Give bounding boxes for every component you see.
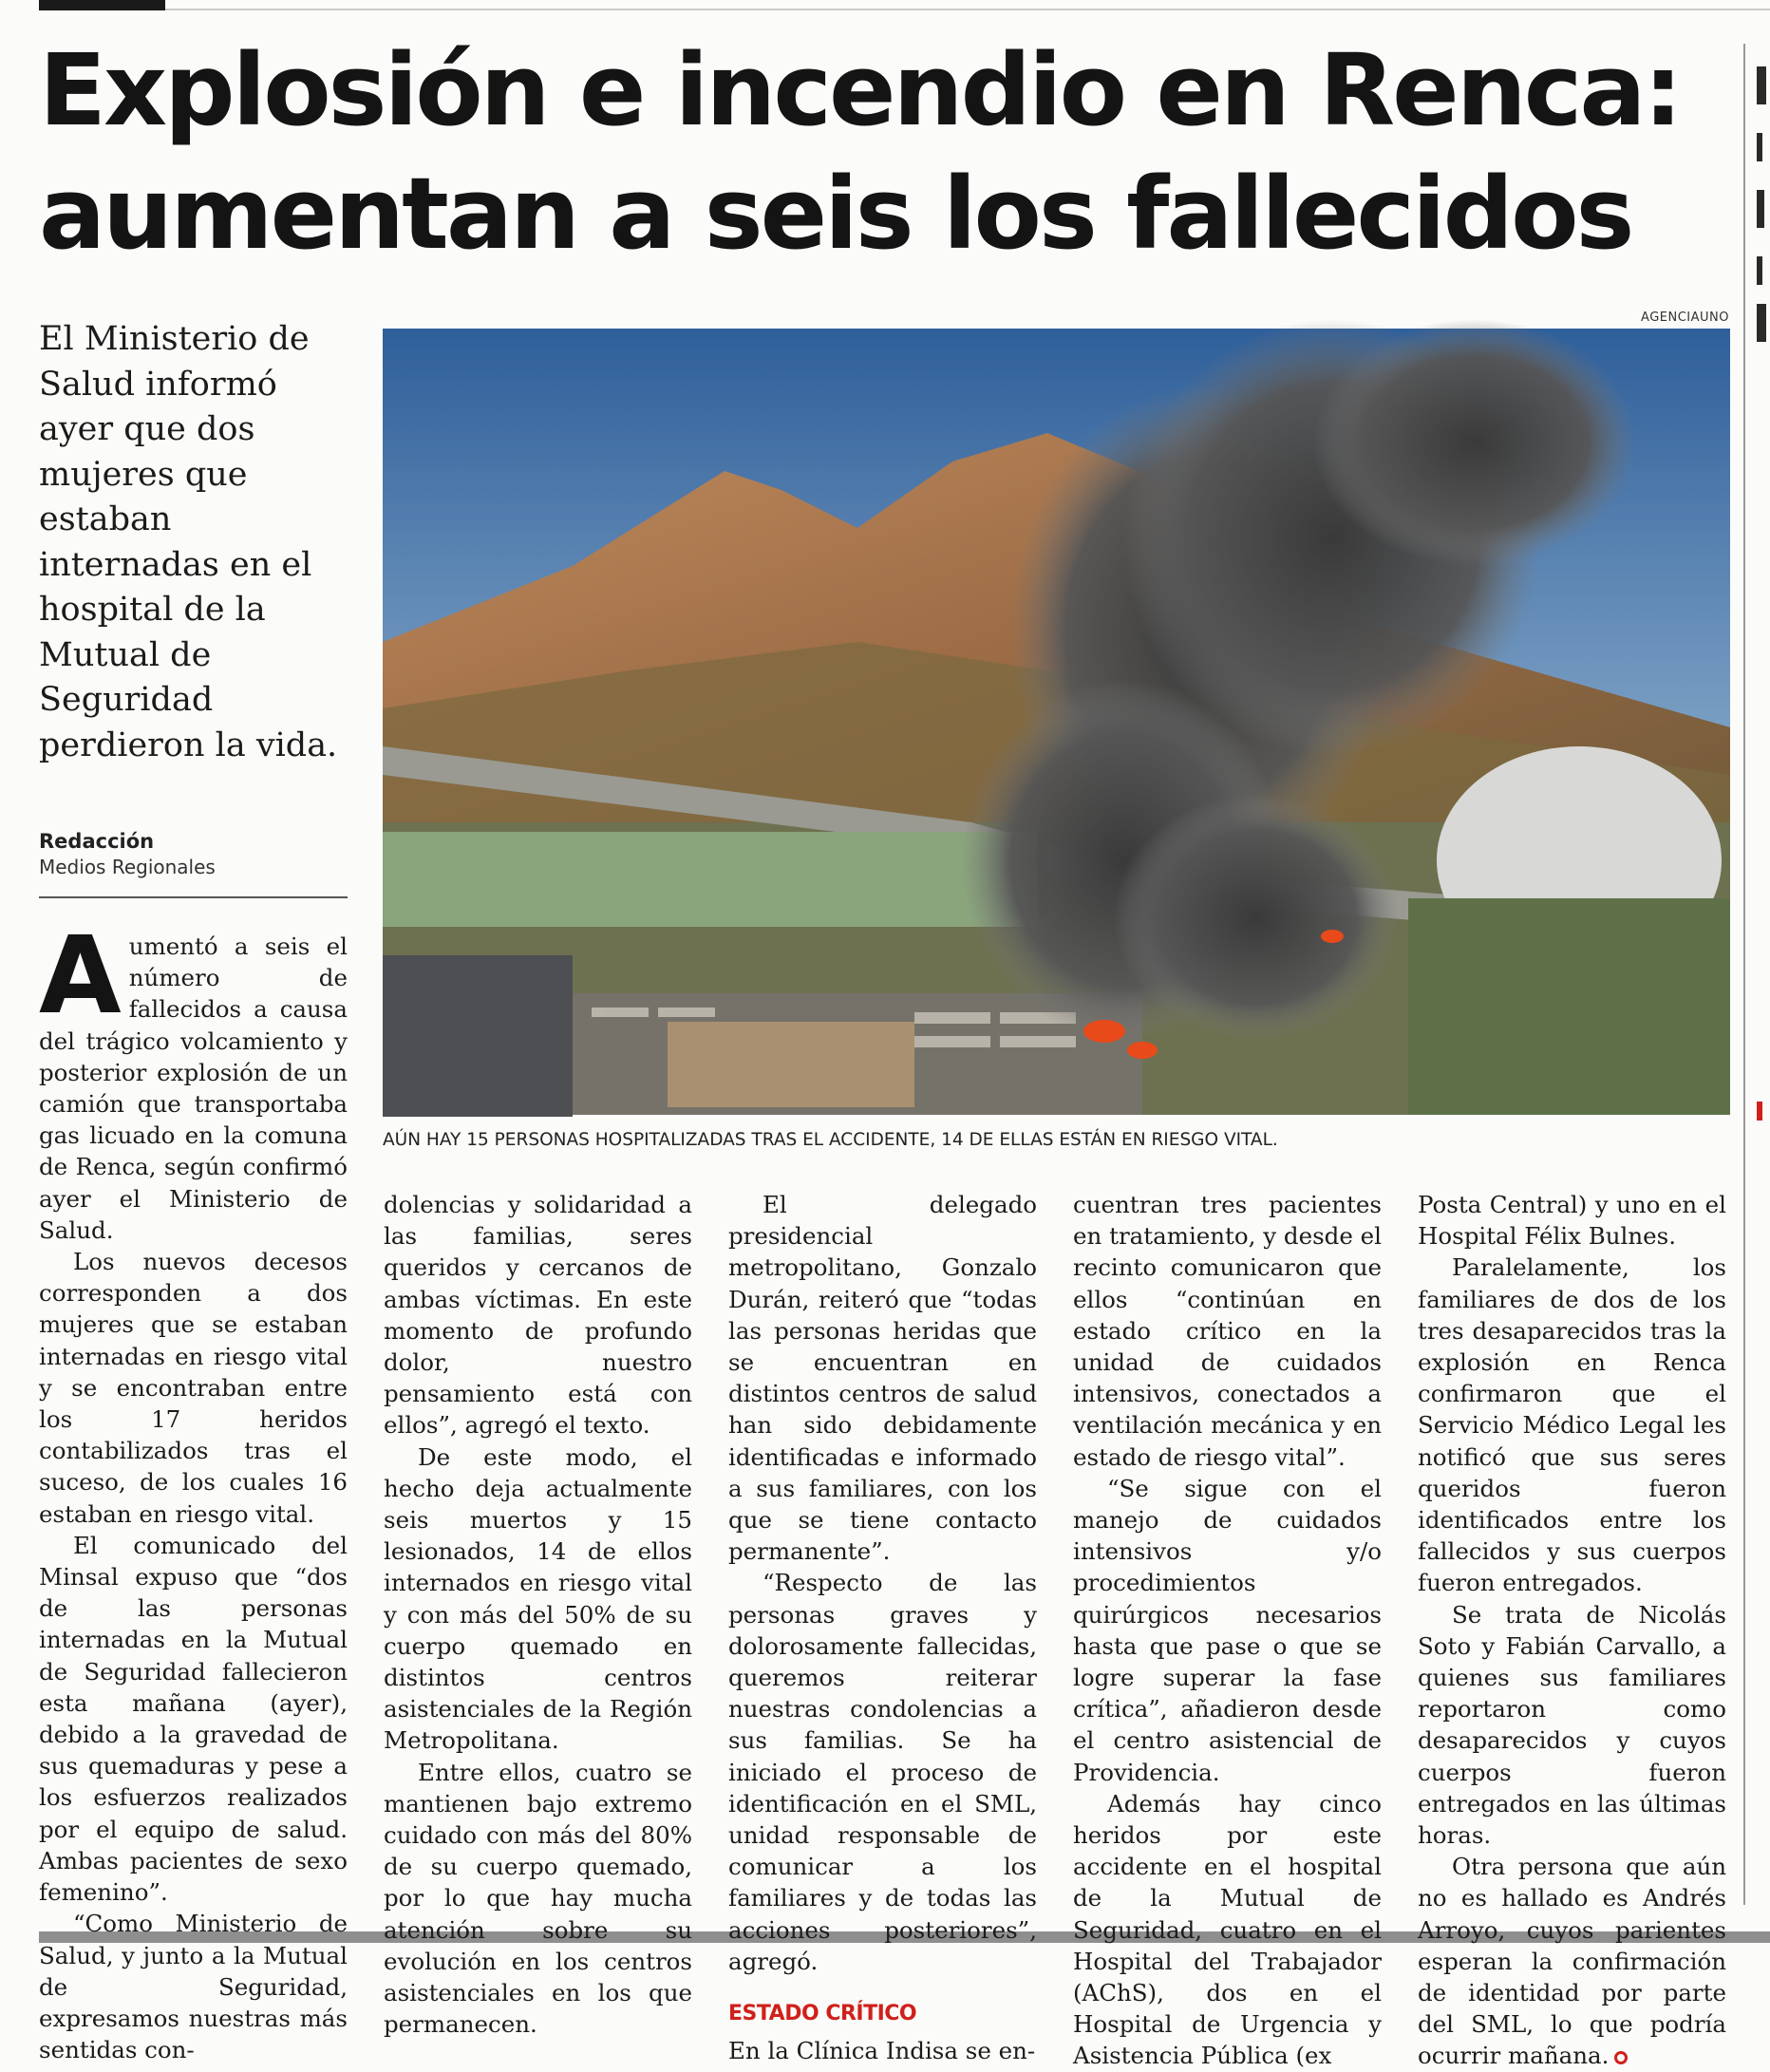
adjacent-article-edge — [1757, 38, 1770, 1937]
section-tab — [39, 0, 165, 10]
article-column-1 — [39, 914, 348, 2064]
paragraph: El comunicado del Minsal expuso que “dos de las personas internadas en la Mutual de Seguridad fallecieron esta mañana (ayer), debido a la gravedad de sus quemaduras y pese a los esfuerzos realizados por el equipo de salud. Ambas pacientes de sexo femenino”. — [39, 1531, 348, 1907]
article-column-3 — [728, 1189, 1037, 2065]
subheading: ESTADO CRÍTICO — [728, 2002, 917, 2026]
photo-caption: AÚN HAY 15 PERSONAS HOSPITALIZADAS TRAS EL ACCIDENTE, 14 DE ELLAS ESTÁN EN RIESGO VITAL. — [383, 1130, 1278, 1150]
paragraph: Posta Central) y uno en el Hospital Félix Bulnes. — [1418, 1191, 1726, 1251]
lead-paragraph: El Ministerio de Salud informó ayer que dos mujeres que estaban internadas en el hospital de la Mutual de Seguridad perdieron la vida. — [39, 320, 338, 764]
article-column-4 — [1073, 1189, 1382, 2070]
paragraph: dolencias y solidaridad a las familias, seres queridos y cercanos de ambas víctimas. En este momento de profundo dolor, nuestro pensamiento está con ellos”, agregó el texto. — [384, 1191, 692, 1440]
paragraph: “Se sigue con el manejo de cuidados intensivos y/o procedimientos quirúrgicos necesarios hasta que pase o que se logre superar la fase crítica”, añadieron desde el centro asistencial de Providencia. — [1073, 1474, 1382, 1786]
photo-warehouse-roof — [383, 832, 1038, 927]
article-column-2 — [384, 1189, 692, 2039]
paragraph: “Como Ministerio de Salud, y junto a la Mutual de Seguridad, expresamos nuestras más sentidas con- — [39, 1910, 348, 2064]
paragraph: El delegado presidencial metropolitano, Gonzalo Durán, reiteró que “todas las personas heridas que se encuentran en distintos centros de salud han sido debidamente identificadas e informado a sus familiares, con los que se tiene contacto permanente”. — [728, 1191, 1037, 1566]
photo-credit: AGENCIAUNO — [1641, 311, 1729, 325]
news-photo — [383, 329, 1730, 1115]
paragraph — [1418, 1851, 1726, 2071]
drop-cap: A — [39, 914, 122, 1038]
paragraph: Los nuevos decesos corresponden a dos mujeres que se estaban internadas en riesgo vital y se encontraban entre los 17 heridos contabilizados tras el suceso, de los cuales 16 estaban en riesgo vital. — [39, 1248, 348, 1528]
paragraph: Se trata de Nicolás Soto y Fabián Carvallo, a quienes sus familiares reportaron como desaparecidos y cuyos cuerpos fueron entregados en las últimas horas. — [1418, 1600, 1726, 1850]
article-column-5 — [1418, 1189, 1726, 2070]
paragraph: umentó a seis el número de fallecidos a causa del trágico volcamiento y posterior explosión de un camión que transportaba gas licuado en la comuna de Renca, según confirmó ayer el Ministerio de Salud. — [39, 932, 348, 1244]
column-rule — [1743, 44, 1745, 1905]
paragraph: De este modo, el hecho deja actualmente seis muertos y 15 lesionados, 14 de ellos internados en riesgo vital y con más del 50% de su cuerpo quemado en distintos centros asistenciales de la Región Metropolitana. — [384, 1442, 692, 1755]
paragraph: Paralelamente, los familiares de dos de los tres desaparecidos tras la explosión en Renca confirmaron que el Servicio Médico Legal les notificó que sus seres queridos fueron identificados entre los fallecidos y sus cuerpos fueron entregados. — [1418, 1253, 1726, 1597]
paragraph: En la Clínica Indisa se en- — [728, 2037, 1036, 2065]
end-of-article-icon — [1614, 2051, 1628, 2064]
paragraph: Además hay cinco heridos por este accidente en el hospital de la Mutual de Seguridad, cuatro en el Hospital del Trabajador (AChS), dos en el Hospital de Urgencia y Asistencia Pública (ex — [1073, 1789, 1382, 2070]
paragraph: Entre ellos, cuatro se mantienen bajo extremo cuidado con más del 80% de su cuerpo quemado, por lo que hay mucha atención sobre su evolución en los centros asistenciales en los que permanecen. — [384, 1758, 692, 2039]
byline-rule — [39, 896, 348, 898]
byline-organization: Medios Regionales — [39, 856, 216, 878]
headline: Explosión e incendio en Renca: aumentan a seis los fallecidos — [39, 32, 1681, 272]
paragraph: cuentran tres pacientes en tratamiento, y desde el recinto comunicaron que ellos “continúan en estado crítico en la unidad de cuidados intensivos, conectados a ventilación mecánica y en estado de riesgo vital”. — [1073, 1191, 1382, 1471]
byline-author: Redacción — [39, 830, 155, 853]
paragraph: “Respecto de las personas graves y dolorosamente fallecidas, queremos reiterar nuestras condolencias a sus familias. Se ha iniciado el proceso de identificación en el SML, unidad responsable de comunicar a los familiares y de todas las acciones posteriores”, agregó. — [728, 1569, 1037, 1975]
top-rule — [165, 9, 1770, 10]
paragraph-text: Otra persona que aún no es hallado es Andrés Arroyo, cuyos parientes esperan la confirmación de identidad por parte del SML, lo que podría ocurrir mañana. — [1418, 1853, 1726, 2070]
